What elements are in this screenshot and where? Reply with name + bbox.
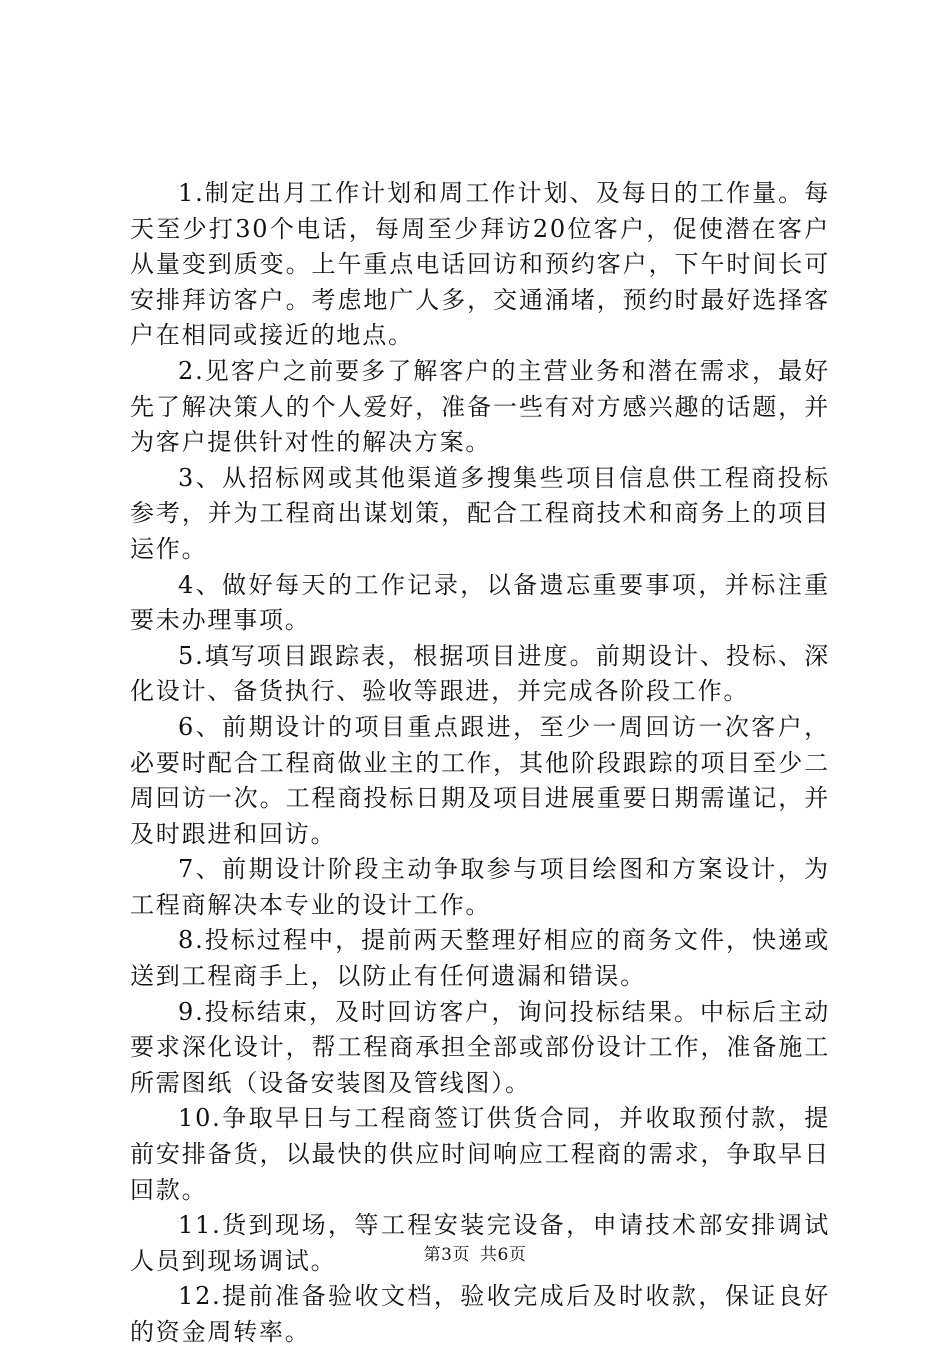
paragraph-11: 11.货到现场，等工程安装完设备，申请技术部安排调试人员到现场调试。	[130, 1211, 830, 1275]
paragraph-4: 4、做好每天的工作记录，以备遗忘重要事项，并标注重要未办理事项。	[130, 570, 830, 635]
paragraph-10: 10.争取早日与工程商签订供货合同，并收取预付款，提前安排备货，以最快的供应时间响应工程商的需求，争取早日回款。	[130, 1104, 830, 1204]
paragraph-1: 1.制定出月工作计划和周工作计划、及每日的工作量。每天至少打30个电话，每周至少拜访20位客户，促使潜在客户从量变到质变。上午重点电话回访和预约客户，下午时间长可安排拜访客户。考虑地广人多，交通涌堵，预约时最好选择客户在相同或接近的地点。	[130, 179, 830, 350]
document-body	[130, 176, 830, 1351]
page-footer	[0, 1244, 950, 1266]
paragraph-12: 12.提前准备验收文档，验收完成后及时收款，保证良好的资金周转率。	[130, 1282, 830, 1346]
paragraph-6: 6、前期设计的项目重点跟进，至少一周回访一次客户，必要时配合工程商做业主的工作，其他阶段跟踪的项目至少二周回访一次。工程商投标日期及项目进展重要日期需谨记，并及时跟进和回访。	[130, 712, 830, 848]
paragraph-5: 5.填写项目跟踪表，根据项目进度。前期设计、投标、深化设计、备货执行、验收等跟进，并完成各阶段工作。	[130, 641, 830, 706]
page-total: 共6页	[480, 1245, 527, 1265]
paragraph-2: 2.见客户之前要多了解客户的主营业务和潜在需求，最好先了解决策人的个人爱好，准备一些有对方感兴趣的话题，并为客户提供针对性的解决方案。	[130, 356, 830, 457]
paragraph-9: 9.投标结束，及时回访客户，询问投标结果。中标后主动要求深化设计，帮工程商承担全部或部份设计工作，准备施工所需图纸（设备安装图及管线图）。	[130, 997, 830, 1097]
page-number: 第3页	[423, 1245, 470, 1265]
paragraph-7: 7、前期设计阶段主动争取参与项目绘图和方案设计，为工程商解决本专业的设计工作。	[130, 855, 830, 919]
paragraph-3: 3、从招标网或其他渠道多搜集些项目信息供工程商投标参考，并为工程商出谋划策，配合工程商技术和商务上的项目运作。	[130, 463, 830, 563]
paragraph-8: 8.投标过程中，提前两天整理好相应的商务文件，快递或送到工程商手上，以防止有任何遗漏和错误。	[130, 926, 830, 991]
